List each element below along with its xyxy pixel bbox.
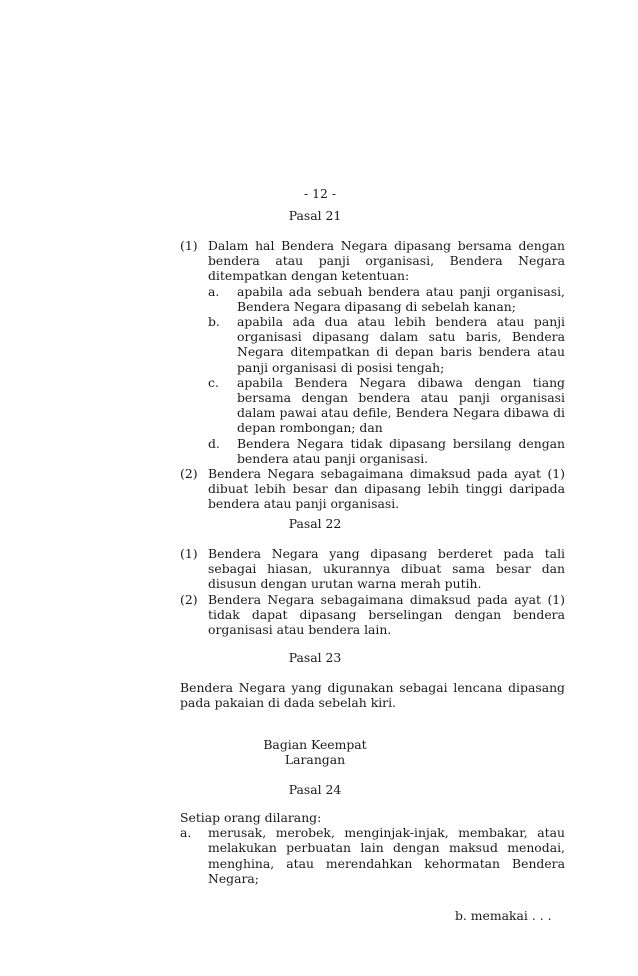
list-item	[180, 375, 565, 436]
ayat-text: Bendera Negara yang dipasang berderet pada tali sebagai hiasan, ukurannya dibuat sama besar dan disusun dengan urutan warna merah putih.	[208, 546, 565, 592]
ayat-number: (2)	[180, 591, 198, 607]
list-item	[180, 436, 565, 466]
ayat-number: (2)	[180, 466, 198, 482]
ayat-text: Dalam hal Bendera Negara dipasang bersama dengan bendera atau panji organisasi, Bendera Negara ditempatkan dengan ketentuan:	[208, 238, 565, 284]
item-text: apabila Bendera Negara dibawa dengan tiang bersama dengan bendera atau panji organisasi dalam pawai atau defile, Bendera Negara dibawa di depan rombongan; dan	[237, 374, 565, 436]
pasal-22-ayat-2	[180, 592, 565, 638]
item-letter: c.	[208, 374, 219, 390]
pasal-21-body	[180, 238, 565, 512]
item-text: merusak, merobek, menginjak-injak, membakar, atau melakukan perbuatan lain dengan maksud menodai, menghina, atau merendahkan kehormatan Bendera Negara;	[208, 825, 565, 886]
pasal-21-ayat-2	[180, 466, 565, 512]
pasal-21-ayat-1	[180, 238, 565, 284]
page-number: - 12 -	[303, 186, 337, 201]
pasal-24-title: Pasal 24	[288, 782, 342, 797]
list-item	[180, 825, 565, 886]
item-letter: b.	[208, 314, 220, 330]
page-continuation-footer: b. memakai . . .	[455, 908, 552, 923]
ayat-text: Bendera Negara sebagaimana dimaksud pada ayat (1) dibuat lebih besar dan dipasang lebih tinggi daripada bendera atau panji organisasi.	[208, 466, 565, 512]
item-letter: a.	[208, 283, 220, 299]
pasal-21-title: Pasal 21	[288, 208, 342, 223]
item-text: apabila ada dua atau lebih bendera atau panji organisasi dipasang dalam satu baris, Bendera Negara ditempatkan di depan baris bendera atau panji organisasi di posisi tengah;	[237, 314, 565, 375]
pasal-23-body: Bendera Negara yang digunakan sebagai lencana dipasang pada pakaian di dada sebelah kiri.	[180, 680, 565, 711]
pasal-22-body	[180, 546, 565, 637]
ayat-text: Bendera Negara sebagaimana dimaksud pada ayat (1) tidak dapat dipasang berselingan dengan bendera organisasi atau bendera lain.	[208, 591, 565, 638]
list-item	[180, 284, 565, 314]
bagian-title: Bagian Keempat	[263, 737, 367, 752]
ayat-number: (1)	[180, 238, 198, 253]
pasal-23-title: Pasal 23	[288, 650, 342, 665]
pasal-24-body	[180, 810, 565, 886]
item-letter: a.	[180, 825, 192, 841]
item-text: Bendera Negara tidak dipasang bersilang dengan bendera atau panji organisasi.	[237, 435, 565, 466]
pasal-22-title: Pasal 22	[288, 516, 342, 531]
list-item	[180, 314, 565, 375]
pasal-22-ayat-1	[180, 546, 565, 592]
pasal-24-intro: Setiap orang dilarang:	[180, 810, 322, 825]
item-text: apabila ada sebuah bendera atau panji organisasi, Bendera Negara dipasang di sebelah kanan;	[237, 283, 565, 314]
item-letter: d.	[208, 435, 220, 451]
bagian-subtitle: Larangan	[284, 752, 346, 767]
ayat-number: (1)	[180, 546, 198, 561]
